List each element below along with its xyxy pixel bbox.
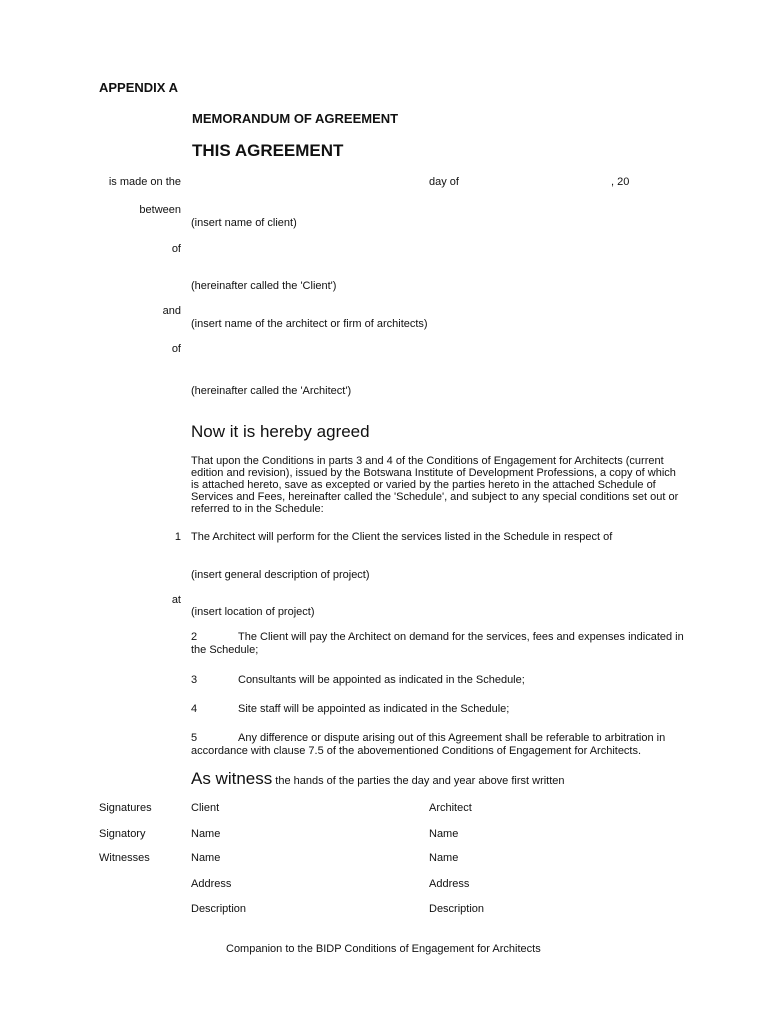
appendix-heading: APPENDIX A <box>99 80 178 95</box>
client-witness-description: Description <box>191 903 247 915</box>
clause-1-text: The Architect will perform for the Client the services listed in the Schedule in respect of <box>191 531 613 543</box>
agreement-title: THIS AGREEMENT <box>192 141 344 160</box>
client-witness-name: Name <box>191 852 221 864</box>
client-witness-address: Address <box>191 878 232 890</box>
clause-5-number: 5 <box>191 732 198 744</box>
architect-called-text: (hereinafter called the 'Architect') <box>191 385 352 397</box>
architect-of-label: of <box>171 343 181 355</box>
clause-3-number: 3 <box>191 674 198 686</box>
client-name-hint: (insert name of client) <box>191 217 297 229</box>
clause-3 <box>191 674 691 687</box>
clause-5-text: Any difference or dispute arising out of this Agreement shall be referable to arbitration in accordance with clause 7.5 of the abovementioned Conditions of Engagement for Architects. <box>191 732 666 757</box>
clause-2-number: 2 <box>191 631 198 643</box>
signatory-label: Signatory <box>99 828 146 840</box>
architect-signatory-name: Name <box>429 828 459 840</box>
client-signatory-name: Name <box>191 828 221 840</box>
clause-4 <box>191 703 691 716</box>
witness-heading: As witness <box>191 769 273 788</box>
clause-2-text: The Client will pay the Architect on demand for the services, fees and expenses indicated in the Schedule; <box>191 631 684 656</box>
memorandum-heading: MEMORANDUM OF AGREEMENT <box>192 111 399 126</box>
project-location-hint: (insert location of project) <box>191 606 315 618</box>
client-of-label: of <box>171 243 181 255</box>
at-label: at <box>171 594 181 606</box>
client-called-text: (hereinafter called the 'Client') <box>191 280 337 292</box>
and-label: and <box>162 305 181 317</box>
project-description-hint: (insert general description of project) <box>191 569 370 581</box>
made-on-label: is made on the <box>108 176 181 188</box>
client-column-heading: Client <box>191 802 220 814</box>
agreement-intro-paragraph: That upon the Conditions in parts 3 and 4 of the Conditions of Engagement for Architects (current edition and revision), issued by the Botswana Institute of Development Professions, a copy of which is attached hereto, save as excepted or varied by the parties hereto in the attached Schedule of Services and Fees, hereinafter called the 'Schedule', and subject to any special conditions set out or referred to in the Schedule: <box>191 455 679 515</box>
page-footer: Companion to the BIDP Conditions of Engagement for Architects <box>226 943 541 955</box>
architect-witness-description: Description <box>429 903 485 915</box>
year-label: , 20 <box>611 176 630 188</box>
clause-4-text: Site staff will be appointed as indicated in the Schedule; <box>238 703 510 715</box>
clause-4-number: 4 <box>191 703 198 715</box>
clause-1-number: 1 <box>174 531 181 543</box>
clause-3-text: Consultants will be appointed as indicated in the Schedule; <box>238 674 525 686</box>
day-of-label: day of <box>429 176 459 188</box>
between-label: between <box>139 204 181 216</box>
witness-text: the hands of the parties the day and year above first written <box>272 775 565 787</box>
architect-name-hint: (insert name of the architect or firm of architects) <box>191 318 428 330</box>
agreed-heading: Now it is hereby agreed <box>191 422 370 441</box>
witnesses-label: Witnesses <box>99 852 150 864</box>
signatures-label: Signatures <box>99 802 152 814</box>
clause-2 <box>191 631 691 657</box>
architect-column-heading: Architect <box>429 802 472 814</box>
clause-5 <box>191 732 691 758</box>
architect-witness-address: Address <box>429 878 470 890</box>
architect-witness-name: Name <box>429 852 459 864</box>
witness-line <box>191 769 565 789</box>
